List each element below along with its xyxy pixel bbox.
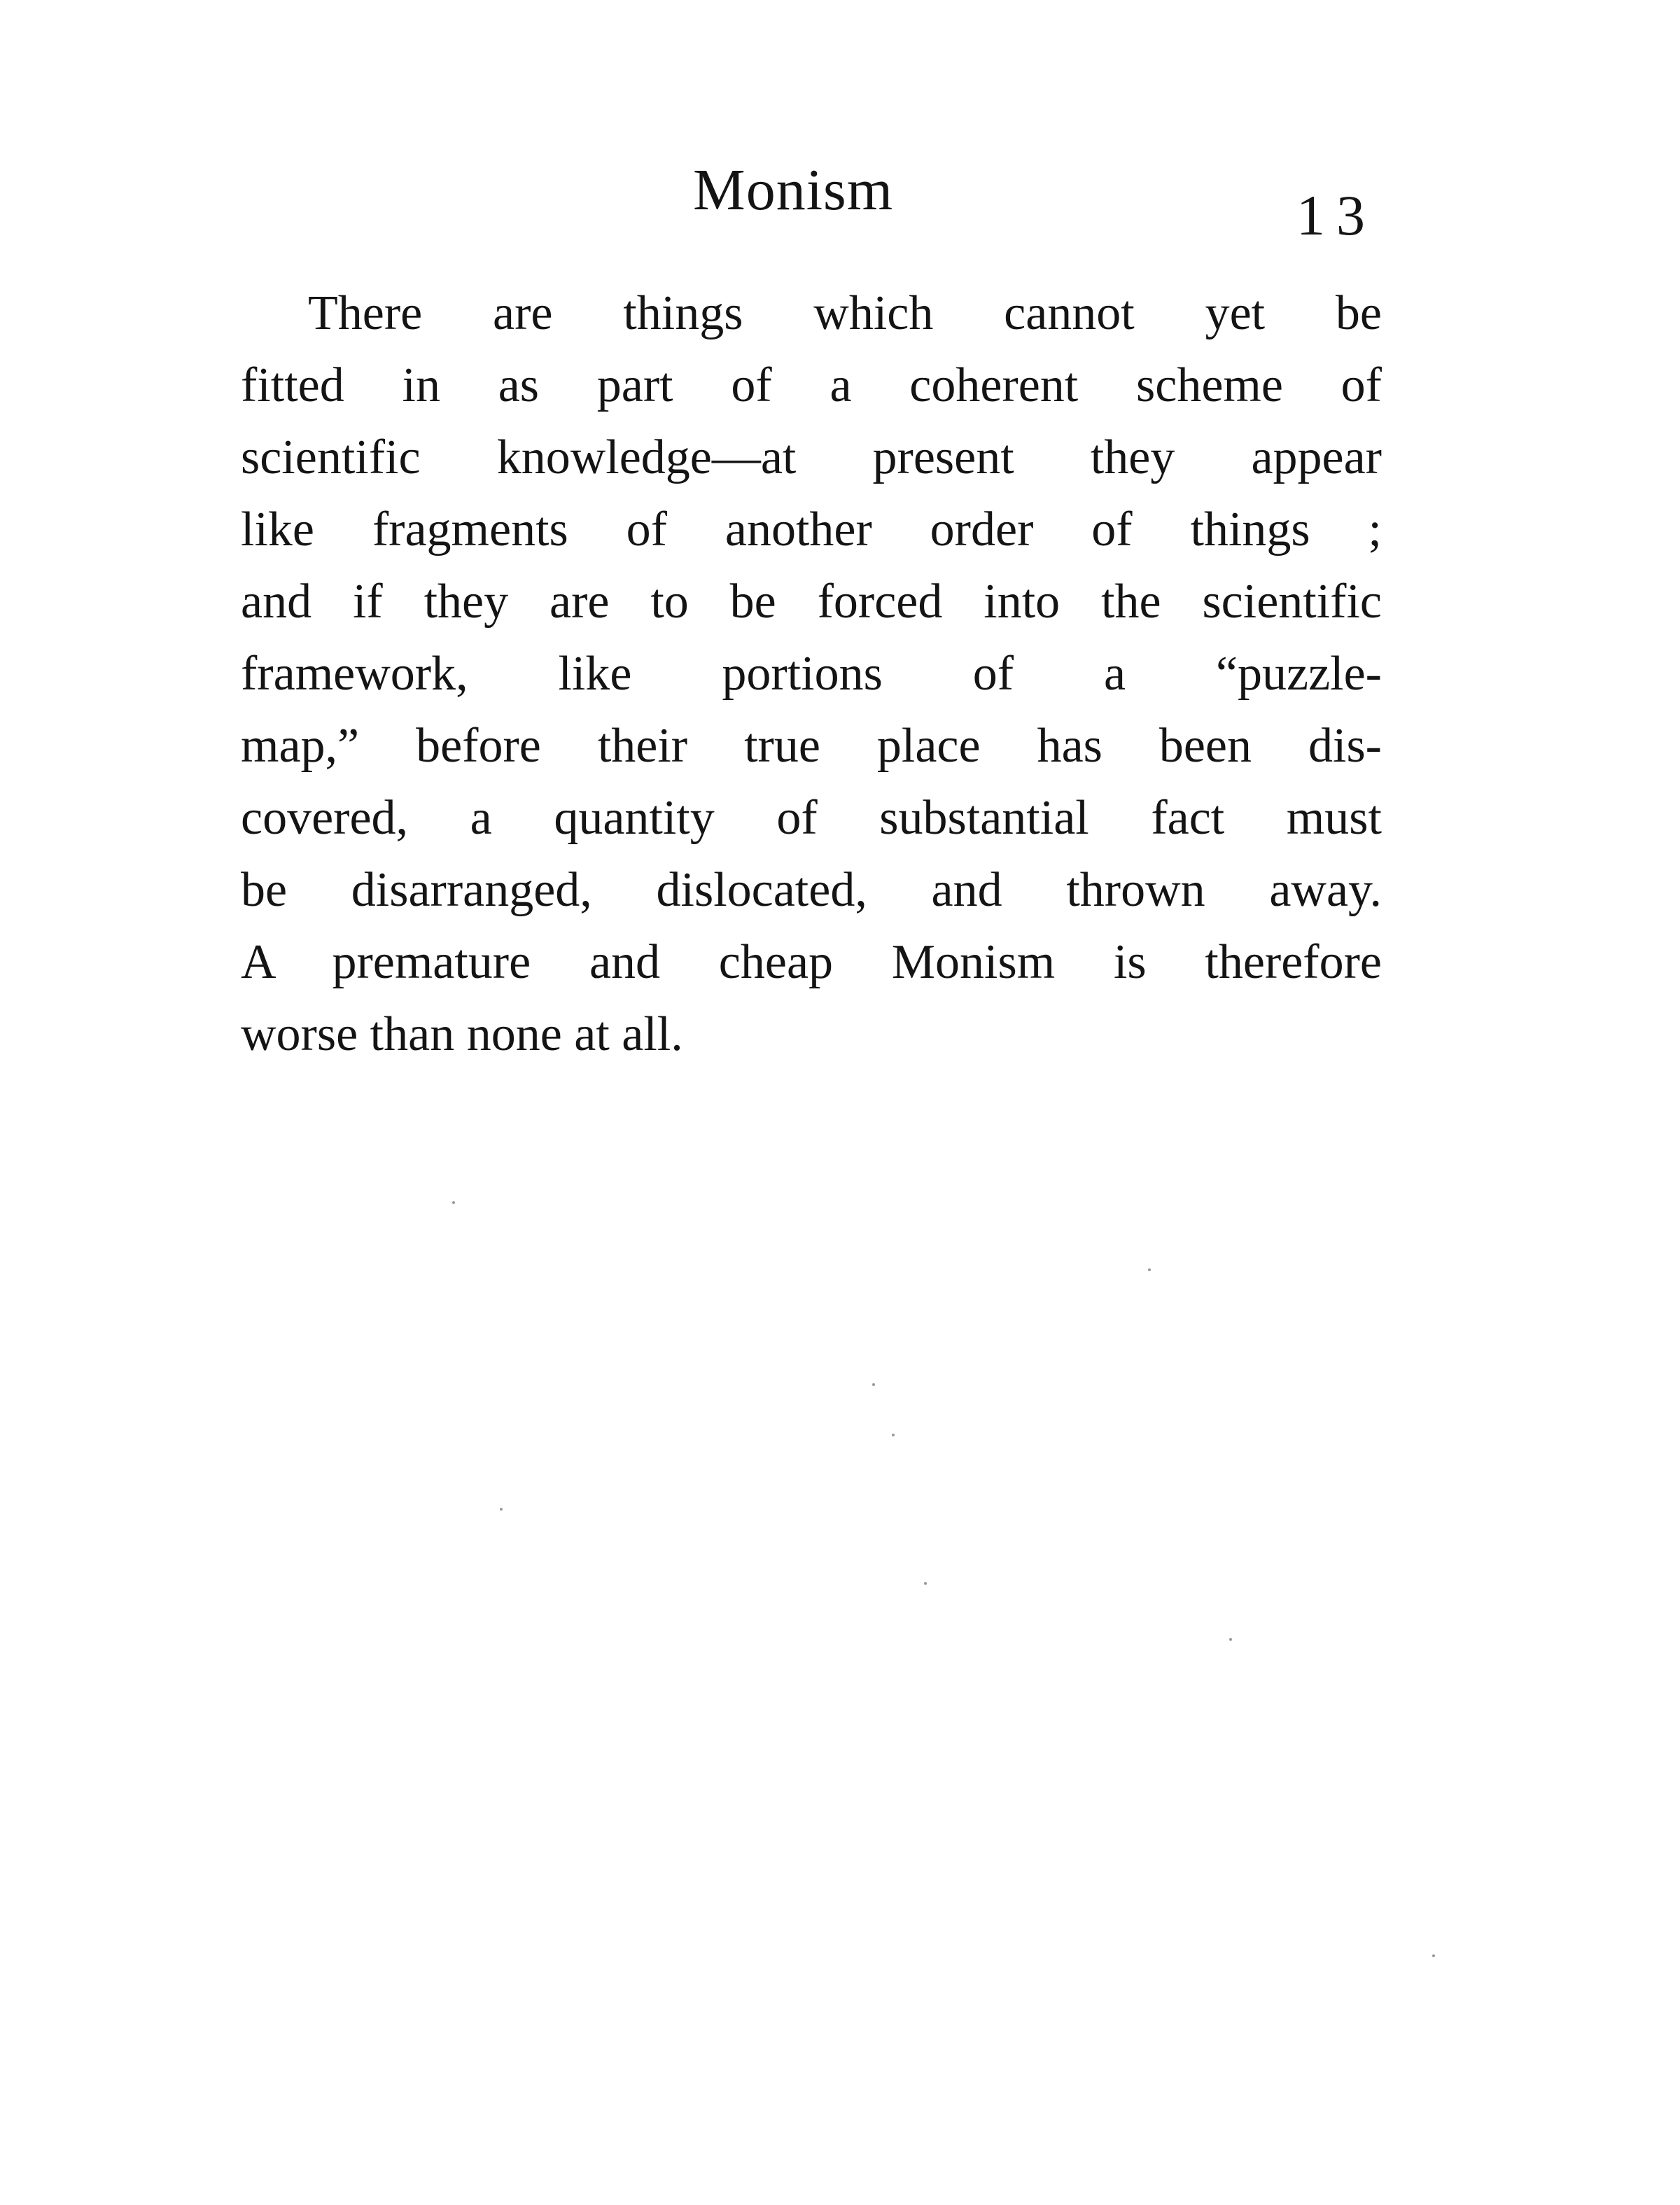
paragraph-line: framework, like portions of a “puzzle-: [241, 647, 1382, 701]
paragraph-line: A premature and cheap Monism is therefore: [241, 935, 1382, 989]
scan-speck: [500, 1508, 503, 1511]
running-head: Monism: [693, 158, 894, 223]
scan-speck: [1229, 1638, 1232, 1641]
paragraph: [241, 277, 1382, 1070]
scan-speck: [892, 1434, 895, 1436]
scan-speck: [1148, 1268, 1151, 1271]
paragraph-line: and if they are to be forced into the scientific: [241, 575, 1382, 629]
scan-speck: [872, 1383, 875, 1386]
paragraph-line: like fragments of another order of things ;: [241, 503, 1382, 556]
scan-speck: [452, 1201, 455, 1204]
page-number: 13: [1296, 183, 1376, 247]
paragraph-line: fitted in as part of a coherent scheme of: [241, 358, 1382, 412]
paragraph-line: map,” before their true place has been dis-: [241, 719, 1382, 773]
paragraph-line: covered, a quantity of substantial fact must: [241, 791, 1382, 845]
paragraph-line: There are things which cannot yet be: [308, 286, 1382, 340]
paragraph-line: scientific knowledge—at present they appear: [241, 430, 1382, 484]
scan-speck: [1432, 1954, 1435, 1957]
paragraph-line: worse than none at all.: [241, 1007, 683, 1061]
paragraph-line: be disarranged, dislocated, and thrown away.: [241, 863, 1382, 917]
scan-speck: [924, 1582, 927, 1585]
